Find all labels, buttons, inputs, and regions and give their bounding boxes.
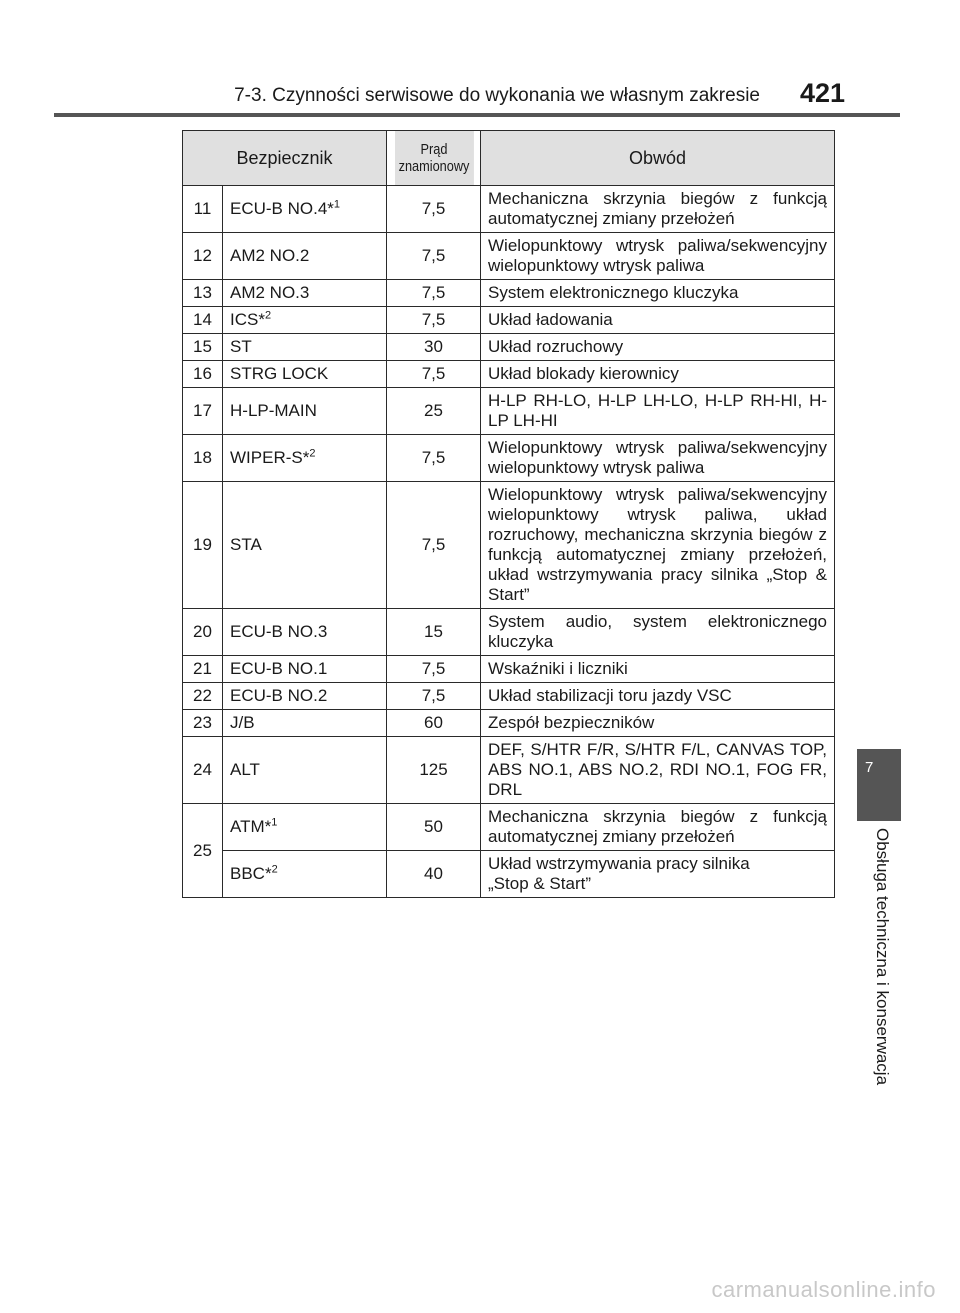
watermark: carmanualsonline.info — [711, 1277, 936, 1302]
current-rating: 125 — [419, 760, 448, 779]
footnote-marker: 2 — [271, 863, 278, 876]
circuit: Wielopunktowy wtrysk paliwa/sekwencyjny wielopunktowy wtrysk paliwa — [488, 236, 828, 275]
fuse-number-cell — [183, 186, 223, 233]
circuit: Wskaźniki i liczniki — [488, 659, 628, 678]
current-rating: 7,5 — [421, 246, 446, 265]
fuse-number-cell — [183, 804, 223, 898]
circuit: System audio, system elektronicznego kluczyka — [488, 612, 828, 651]
fuse-name-cell — [223, 435, 387, 482]
fuse-name: BBC* — [230, 864, 272, 883]
current-rating-cell — [387, 609, 481, 656]
current-rating: 7,5 — [421, 659, 446, 678]
fuse-name-cell — [223, 307, 387, 334]
circuit-cell — [481, 435, 835, 482]
current-rating: 7,5 — [421, 199, 446, 218]
fuse-number-cell — [183, 683, 223, 710]
fuse-name: STA — [230, 535, 262, 554]
fuse-number: 16 — [193, 364, 212, 383]
fuse-name: ST — [230, 337, 252, 356]
fuse-name: ECU-B NO.4* — [230, 199, 334, 218]
fuse-number-cell — [183, 334, 223, 361]
fuse-name-cell — [223, 186, 387, 233]
current-rating-cell — [387, 186, 481, 233]
chapter-tab — [857, 749, 901, 821]
footnote-marker: 2 — [264, 309, 272, 322]
fuse-table — [182, 130, 835, 898]
fuse-number: 20 — [193, 622, 212, 641]
circuit: Mechaniczna skrzynia biegów z funkcją automatycznej zmiany przełożeń — [488, 189, 828, 228]
fuse-name-cell — [223, 683, 387, 710]
table-row — [183, 609, 835, 656]
fuse-name-cell — [223, 737, 387, 804]
fuse-number-cell — [183, 280, 223, 307]
current-rating: 7,5 — [421, 310, 446, 329]
page-number: 421 — [800, 78, 846, 108]
circuit: Wielopunktowy wtrysk paliwa/sekwencyjny wielopunktowy wtrysk paliwa — [488, 438, 828, 477]
fuse-number-cell — [183, 609, 223, 656]
fuse-number: 13 — [193, 283, 212, 302]
fuse-name: ECU-B NO.1 — [230, 659, 328, 678]
section-title: 7-3. Czynności serwisowe do wykonania we własnym zakresie — [234, 85, 760, 106]
fuse-number: 22 — [193, 686, 212, 705]
fuse-name: ICS* — [230, 310, 265, 329]
fuse-number-cell — [183, 307, 223, 334]
circuit: System elektronicznego kluczyka — [488, 283, 739, 302]
fuse-name-cell — [223, 656, 387, 683]
fuse-number-cell — [183, 710, 223, 737]
table-row — [183, 737, 835, 804]
table-row — [183, 186, 835, 233]
circuit-cell — [481, 233, 835, 280]
circuit: Wielopunktowy wtrysk paliwa/sekwencyjny wielopunktowy wtrysk paliwa, układ rozruchowy, mechaniczna skrzynia biegów z funkcją automatycznej zmiany przełożeń, układ wstrzymywania pracy silnika „Stop & Start” — [488, 485, 828, 604]
circuit: Układ blokady kierownicy — [488, 364, 679, 383]
chapter-label: Obsługa techniczna i konserwacja — [873, 828, 892, 1086]
table-row — [183, 334, 835, 361]
current-rating: 60 — [424, 713, 443, 732]
table-row — [183, 851, 835, 898]
current-rating-cell — [387, 334, 481, 361]
current-rating-cell — [387, 683, 481, 710]
column-header-current-line1: Prąd — [420, 141, 447, 158]
table-row — [183, 710, 835, 737]
fuse-name-cell — [223, 233, 387, 280]
footnote-marker: 2 — [309, 447, 316, 460]
current-rating: 30 — [424, 337, 443, 356]
fuse-number: 24 — [193, 760, 212, 779]
table-row — [183, 280, 835, 307]
fuse-name: AM2 NO.3 — [230, 283, 310, 302]
current-rating-cell — [387, 804, 481, 851]
fuse-number: 11 — [193, 199, 212, 218]
circuit-cell — [481, 361, 835, 388]
table-row — [183, 804, 835, 851]
circuit: DEF, S/HTR F/R, S/HTR F/L, CANVAS TOP, ABS NO.1, ABS NO.2, RDI NO.1, FOG FR, DRL — [488, 740, 828, 799]
table-row — [183, 388, 835, 435]
current-rating-cell — [387, 851, 481, 898]
fuse-name-cell — [223, 388, 387, 435]
current-rating: 7,5 — [421, 364, 446, 383]
fuse-name-cell — [223, 851, 387, 898]
circuit: Zespół bezpieczników — [488, 713, 655, 732]
fuse-number: 21 — [193, 659, 212, 678]
fuse-name: J/B — [230, 713, 255, 732]
current-rating-cell — [387, 388, 481, 435]
circuit-cell — [481, 280, 835, 307]
column-header-fuse: Bezpiecznik — [183, 131, 387, 186]
current-rating: 7,5 — [421, 283, 446, 302]
fuse-name: STRG LOCK — [230, 364, 329, 383]
circuit: Układ rozruchowy — [488, 337, 624, 356]
current-rating: 50 — [424, 817, 443, 836]
circuit-cell — [481, 683, 835, 710]
fuse-name-cell — [223, 361, 387, 388]
fuse-name: ECU-B NO.3 — [230, 622, 328, 641]
current-rating: 7,5 — [421, 535, 446, 554]
circuit-cell — [481, 186, 835, 233]
circuit: Układ wstrzymywania pracy silnika „Stop & Start” — [488, 854, 750, 893]
current-rating-cell — [387, 435, 481, 482]
current-rating-cell — [387, 656, 481, 683]
fuse-number: 18 — [193, 448, 212, 467]
fuse-number-cell — [183, 388, 223, 435]
fuse-name: WIPER-S* — [230, 448, 310, 467]
circuit-cell — [481, 804, 835, 851]
table-row — [183, 435, 835, 482]
circuit-cell — [481, 334, 835, 361]
current-rating: 25 — [424, 401, 443, 420]
fuse-name: H-LP-MAIN — [230, 401, 317, 420]
current-rating-cell — [387, 280, 481, 307]
fuse-name: ALT — [230, 760, 260, 779]
circuit-cell — [481, 710, 835, 737]
fuse-number-cell — [183, 656, 223, 683]
fuse-number: 17 — [193, 401, 212, 420]
table-row — [183, 656, 835, 683]
fuse-name-cell — [223, 804, 387, 851]
fuse-number: 25 — [193, 840, 212, 860]
circuit-cell — [481, 609, 835, 656]
fuse-name-cell — [223, 710, 387, 737]
header-divider — [54, 113, 900, 117]
circuit: Układ ładowania — [488, 310, 613, 329]
fuse-number: 12 — [193, 246, 212, 265]
circuit-cell — [481, 307, 835, 334]
circuit: Mechaniczna skrzynia biegów z funkcją automatycznej zmiany przełożeń — [488, 807, 828, 846]
current-rating-cell — [387, 737, 481, 804]
fuse-number: 14 — [193, 310, 212, 329]
current-rating-cell — [387, 307, 481, 334]
circuit: H-LP RH-LO, H-LP LH-LO, H-LP RH-HI, H-LP LH-HI — [488, 391, 828, 430]
table-row — [183, 307, 835, 334]
table-row — [183, 683, 835, 710]
circuit: Układ stabilizacji toru jazdy VSC — [488, 686, 732, 705]
fuse-number-cell — [183, 233, 223, 280]
fuse-name: ECU-B NO.2 — [230, 686, 328, 705]
chapter-number: 7 — [865, 759, 874, 776]
fuse-name: ATM* — [230, 817, 272, 836]
fuse-name: AM2 NO.2 — [230, 246, 310, 265]
current-rating: 40 — [424, 864, 443, 883]
fuse-number-cell — [183, 737, 223, 804]
current-rating: 15 — [424, 622, 443, 641]
table-row — [183, 482, 835, 609]
fuse-number: 19 — [193, 535, 212, 554]
fuse-number: 23 — [193, 713, 212, 732]
fuse-number-cell — [183, 435, 223, 482]
fuse-name-cell — [223, 482, 387, 609]
fuse-name-cell — [223, 609, 387, 656]
current-rating-cell — [387, 361, 481, 388]
page-header — [0, 0, 960, 120]
circuit-cell — [481, 851, 835, 898]
circuit-cell — [481, 482, 835, 609]
current-rating-cell — [387, 482, 481, 609]
column-header-current-line2: znamionowy — [398, 158, 469, 175]
circuit-cell — [481, 388, 835, 435]
current-rating: 7,5 — [421, 686, 446, 705]
fuse-number: 15 — [193, 337, 212, 356]
table-row — [183, 361, 835, 388]
footnote-marker: 1 — [333, 198, 341, 211]
footnote-marker: 1 — [271, 816, 278, 829]
table-header-row — [183, 131, 835, 186]
current-rating-cell — [387, 233, 481, 280]
table-row — [183, 233, 835, 280]
fuse-table-body — [183, 186, 835, 898]
fuse-number-cell — [183, 361, 223, 388]
circuit-cell — [481, 656, 835, 683]
fuse-number-cell — [183, 482, 223, 609]
circuit-cell — [481, 737, 835, 804]
column-header-current — [394, 131, 474, 186]
fuse-name-cell — [223, 280, 387, 307]
column-header-circuit: Obwód — [481, 131, 835, 186]
current-rating: 7,5 — [421, 448, 446, 467]
fuse-name-cell — [223, 334, 387, 361]
current-rating-cell — [387, 710, 481, 737]
